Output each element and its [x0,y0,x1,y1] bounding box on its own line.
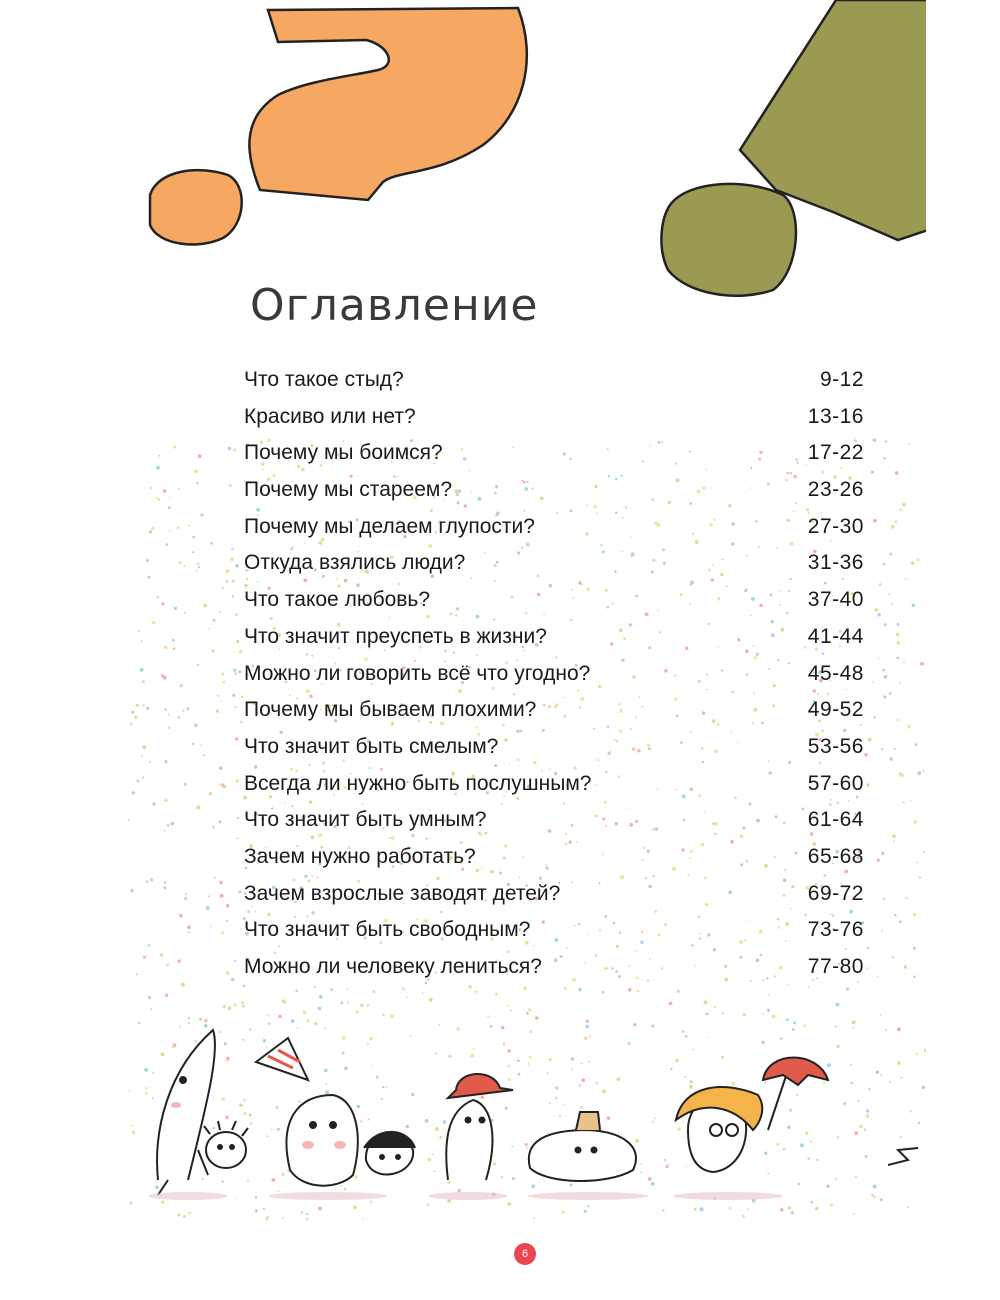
toc-entry-question: Почему мы стареем? [244,478,453,502]
table-of-contents [244,362,864,986]
toc-entry [244,435,864,472]
toc-entry [244,912,864,949]
page-number-badge: 6 [514,1243,536,1265]
toc-entry [244,399,864,436]
ground-shadows [148,1192,783,1200]
toc-entry-question: Почему мы боимся? [244,441,443,465]
toc-entry-pages: 45-48 [807,661,864,685]
toc-entry [244,949,864,986]
toc-entry-question: Красиво или нет? [244,404,416,428]
toc-entry [244,472,864,509]
toc-entry-pages: 17-22 [807,441,864,465]
characters-illustration [157,1030,918,1195]
toc-entry-pages: 49-52 [807,698,864,722]
toc-entry [244,766,864,803]
toc-entry-question: Что значит быть свободным? [244,918,531,942]
toc-entry-pages: 61-64 [807,808,864,832]
exclamation-mark-dot [661,184,796,296]
toc-entry-pages: 57-60 [807,771,864,795]
toc-entry [244,509,864,546]
toc-entry [244,619,864,656]
toc-entry-pages: 37-40 [807,588,864,612]
toc-entry-pages: 77-80 [807,955,864,978]
toc-entry-pages: 31-36 [807,551,864,575]
toc-entry-pages: 27-30 [807,514,864,538]
toc-entry-question: Можно ли человеку лениться? [244,955,542,978]
toc-entry-question: Почему мы делаем глупости? [244,514,535,538]
toc-entry [244,692,864,729]
book-page [128,0,926,1300]
toc-entry-pages: 53-56 [807,734,864,758]
toc-entry-pages: 65-68 [807,844,864,868]
toc-entry-question: Откуда взялись люди? [244,551,466,575]
toc-entry [244,545,864,582]
toc-entry-question: Можно ли говорить всё что угодно? [244,661,591,685]
toc-entry [244,582,864,619]
toc-entry-question: Что такое стыд? [244,368,404,391]
question-mark-shape [249,8,526,200]
toc-entry-pages: 73-76 [807,918,864,942]
toc-entry [244,362,864,399]
toc-entry-pages: 41-44 [807,624,864,648]
toc-entry [244,729,864,766]
toc-title: Оглавление [250,280,539,331]
toc-entry-pages: 9-12 [819,368,864,391]
toc-entry [244,876,864,913]
toc-entry-question: Почему мы бываем плохими? [244,698,537,722]
toc-entry [244,802,864,839]
toc-entry-pages: 13-16 [807,404,864,428]
toc-entry [244,656,864,693]
toc-entry-question: Зачем взрослые заводят детей? [244,881,561,905]
toc-entry [244,839,864,876]
toc-entry-question: Зачем нужно работать? [244,844,476,868]
toc-entry-question: Что такое любовь? [244,588,431,612]
toc-entry-question: Что значит быть умным? [244,808,487,832]
toc-entry-question: Всегда ли нужно быть послушным? [244,771,592,795]
toc-entry-question: Что значит быть смелым? [244,734,499,758]
question-mark-dot [150,170,242,244]
toc-entry-pages: 69-72 [807,881,864,905]
toc-entry-question: Что значит преуспеть в жизни? [244,624,547,648]
toc-entry-pages: 23-26 [807,478,864,502]
